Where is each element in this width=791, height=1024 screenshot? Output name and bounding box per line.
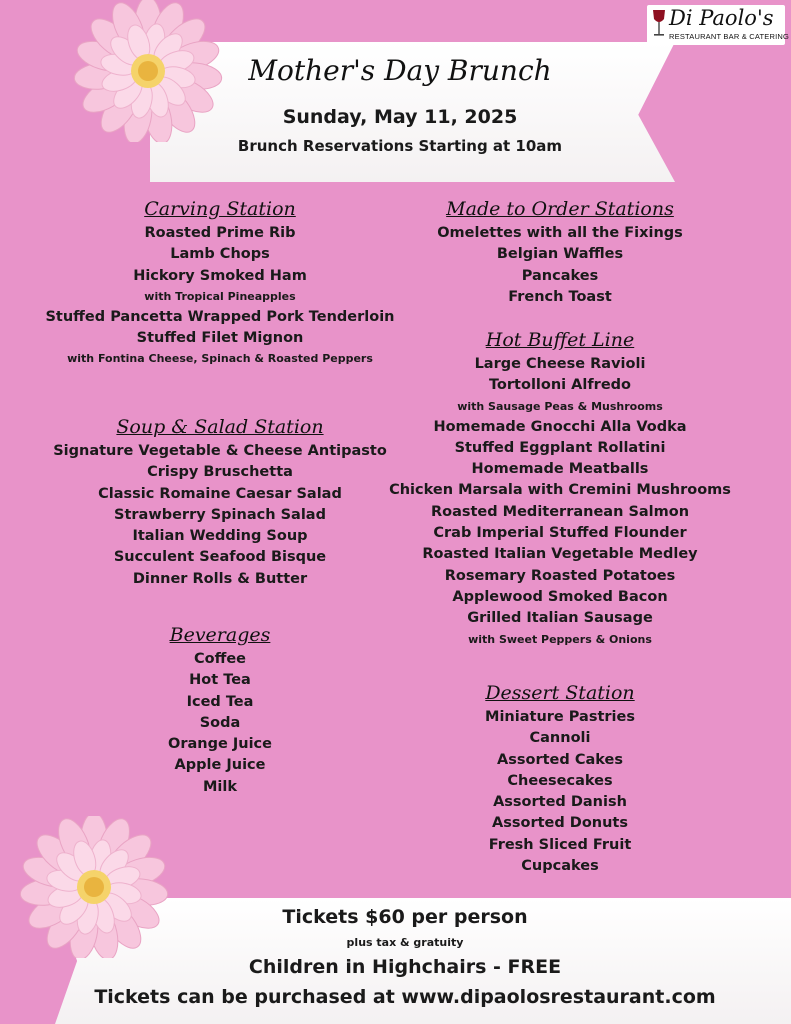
menu-item: Assorted Danish: [493, 794, 627, 811]
menu-item: Large Cheese Ravioli: [474, 356, 646, 372]
menu-item: Dinner Rolls & Butter: [132, 570, 308, 587]
menu-item: Lamb Chops: [170, 246, 270, 263]
menu-item: Roasted Mediterranean Salmon: [430, 503, 690, 520]
menu-item: Succulent Seafood Bisque: [113, 549, 327, 566]
menu-item: Miniature Pastries: [485, 709, 635, 725]
menu-item: Stuffed Pancetta Wrapped Pork Tenderloin: [45, 308, 395, 325]
menu-item: Belgian Waffles: [496, 246, 624, 263]
menu-item: Orange Juice: [168, 736, 272, 753]
menu-item: Signature Vegetable & Cheese Antipasto: [53, 443, 387, 459]
menu-item: Cannoli: [529, 730, 591, 747]
menu-item: Hickory Smoked Ham: [133, 267, 307, 284]
menu-item: Roasted Italian Vegetable Medley: [422, 546, 698, 563]
menu-item: Tortolloni Alfredo: [488, 377, 632, 394]
menu-item: Coffee: [193, 651, 247, 667]
menu-item: Pancakes: [521, 267, 599, 284]
made-to-order-section: [370, 198, 750, 308]
section-title-carving: Carving Station: [144, 198, 296, 220]
section-title-beverages: Beverages: [169, 624, 271, 646]
section-title-dessert: Dessert Station: [485, 682, 635, 704]
logo-name: Di Paolo's: [669, 6, 774, 30]
restaurant-logo: [647, 5, 790, 45]
section-title-soup: Soup & Salad Station: [116, 416, 324, 438]
event-date: Sunday, May 11, 2025: [282, 106, 518, 128]
carving-station-section: [10, 198, 430, 369]
menu-item-note: with Sausage Peas & Mushrooms: [457, 399, 663, 413]
beverages-section: [10, 624, 430, 798]
ticket-price: Tickets $60 per person: [282, 906, 528, 928]
menu-item: Cupcakes: [521, 858, 599, 875]
logo-subtitle: RESTAURANT BAR & CATERING: [669, 32, 790, 41]
menu-item: Homemade Gnocchi Alla Vodka: [433, 418, 687, 435]
dessert-section: [370, 682, 750, 877]
menu-item-note: with Sweet Peppers & Onions: [468, 632, 652, 646]
menu-item: Applewood Smoked Bacon: [452, 588, 668, 605]
menu-item: Assorted Cakes: [497, 751, 623, 768]
wine-glass-icon: [651, 9, 667, 39]
reservation-note: Brunch Reservations Starting at 10am: [237, 137, 563, 155]
menu-item: Cheesecakes: [507, 772, 613, 789]
purchase-info: Tickets can be purchased at www.dipaolosrestaurant.com: [94, 986, 716, 1008]
menu-item: Omelettes with all the Fixings: [437, 225, 683, 241]
menu-item: Hot Tea: [189, 672, 251, 689]
menu-item: Strawberry Spinach Salad: [114, 506, 326, 523]
menu-item: French Toast: [508, 288, 612, 305]
page-title: Mother's Day Brunch: [248, 54, 552, 87]
menu-item: Grilled Italian Sausage: [467, 610, 653, 627]
menu-item: Fresh Sliced Fruit: [488, 836, 632, 853]
menu-item: Chicken Marsala with Cremini Mushrooms: [389, 482, 731, 499]
tax-note: plus tax & gratuity: [346, 936, 464, 949]
menu-item: Italian Wedding Soup: [132, 528, 308, 545]
menu-item: Iced Tea: [186, 693, 254, 710]
menu-item: Apple Juice: [174, 757, 266, 774]
menu-item: Rosemary Roasted Potatoes: [444, 567, 676, 584]
section-title-hot-buffet: Hot Buffet Line: [485, 329, 635, 351]
menu-item: Crispy Bruschetta: [147, 464, 293, 481]
hot-buffet-section: [370, 329, 750, 650]
menu-item: Milk: [202, 778, 237, 795]
menu-item: Crab Imperial Stuffed Flounder: [433, 525, 687, 542]
menu-item: Stuffed Filet Mignon: [136, 330, 304, 347]
children-note: Children in Highchairs - FREE: [248, 956, 562, 978]
menu-item: Classic Romaine Caesar Salad: [98, 485, 342, 502]
menu-item: Assorted Donuts: [492, 815, 628, 832]
menu-item: Stuffed Eggplant Rollatini: [454, 439, 666, 456]
menu-item: Soda: [199, 714, 241, 731]
menu-item: Homemade Meatballs: [471, 461, 649, 478]
section-title-made-to-order: Made to Order Stations: [446, 198, 674, 220]
menu-item: Roasted Prime Rib: [144, 225, 296, 241]
menu-item-note: with Fontina Cheese, Spinach & Roasted Peppers: [67, 352, 373, 366]
soup-salad-section: [10, 416, 430, 590]
menu-item-note: with Tropical Pineapples: [144, 289, 296, 303]
